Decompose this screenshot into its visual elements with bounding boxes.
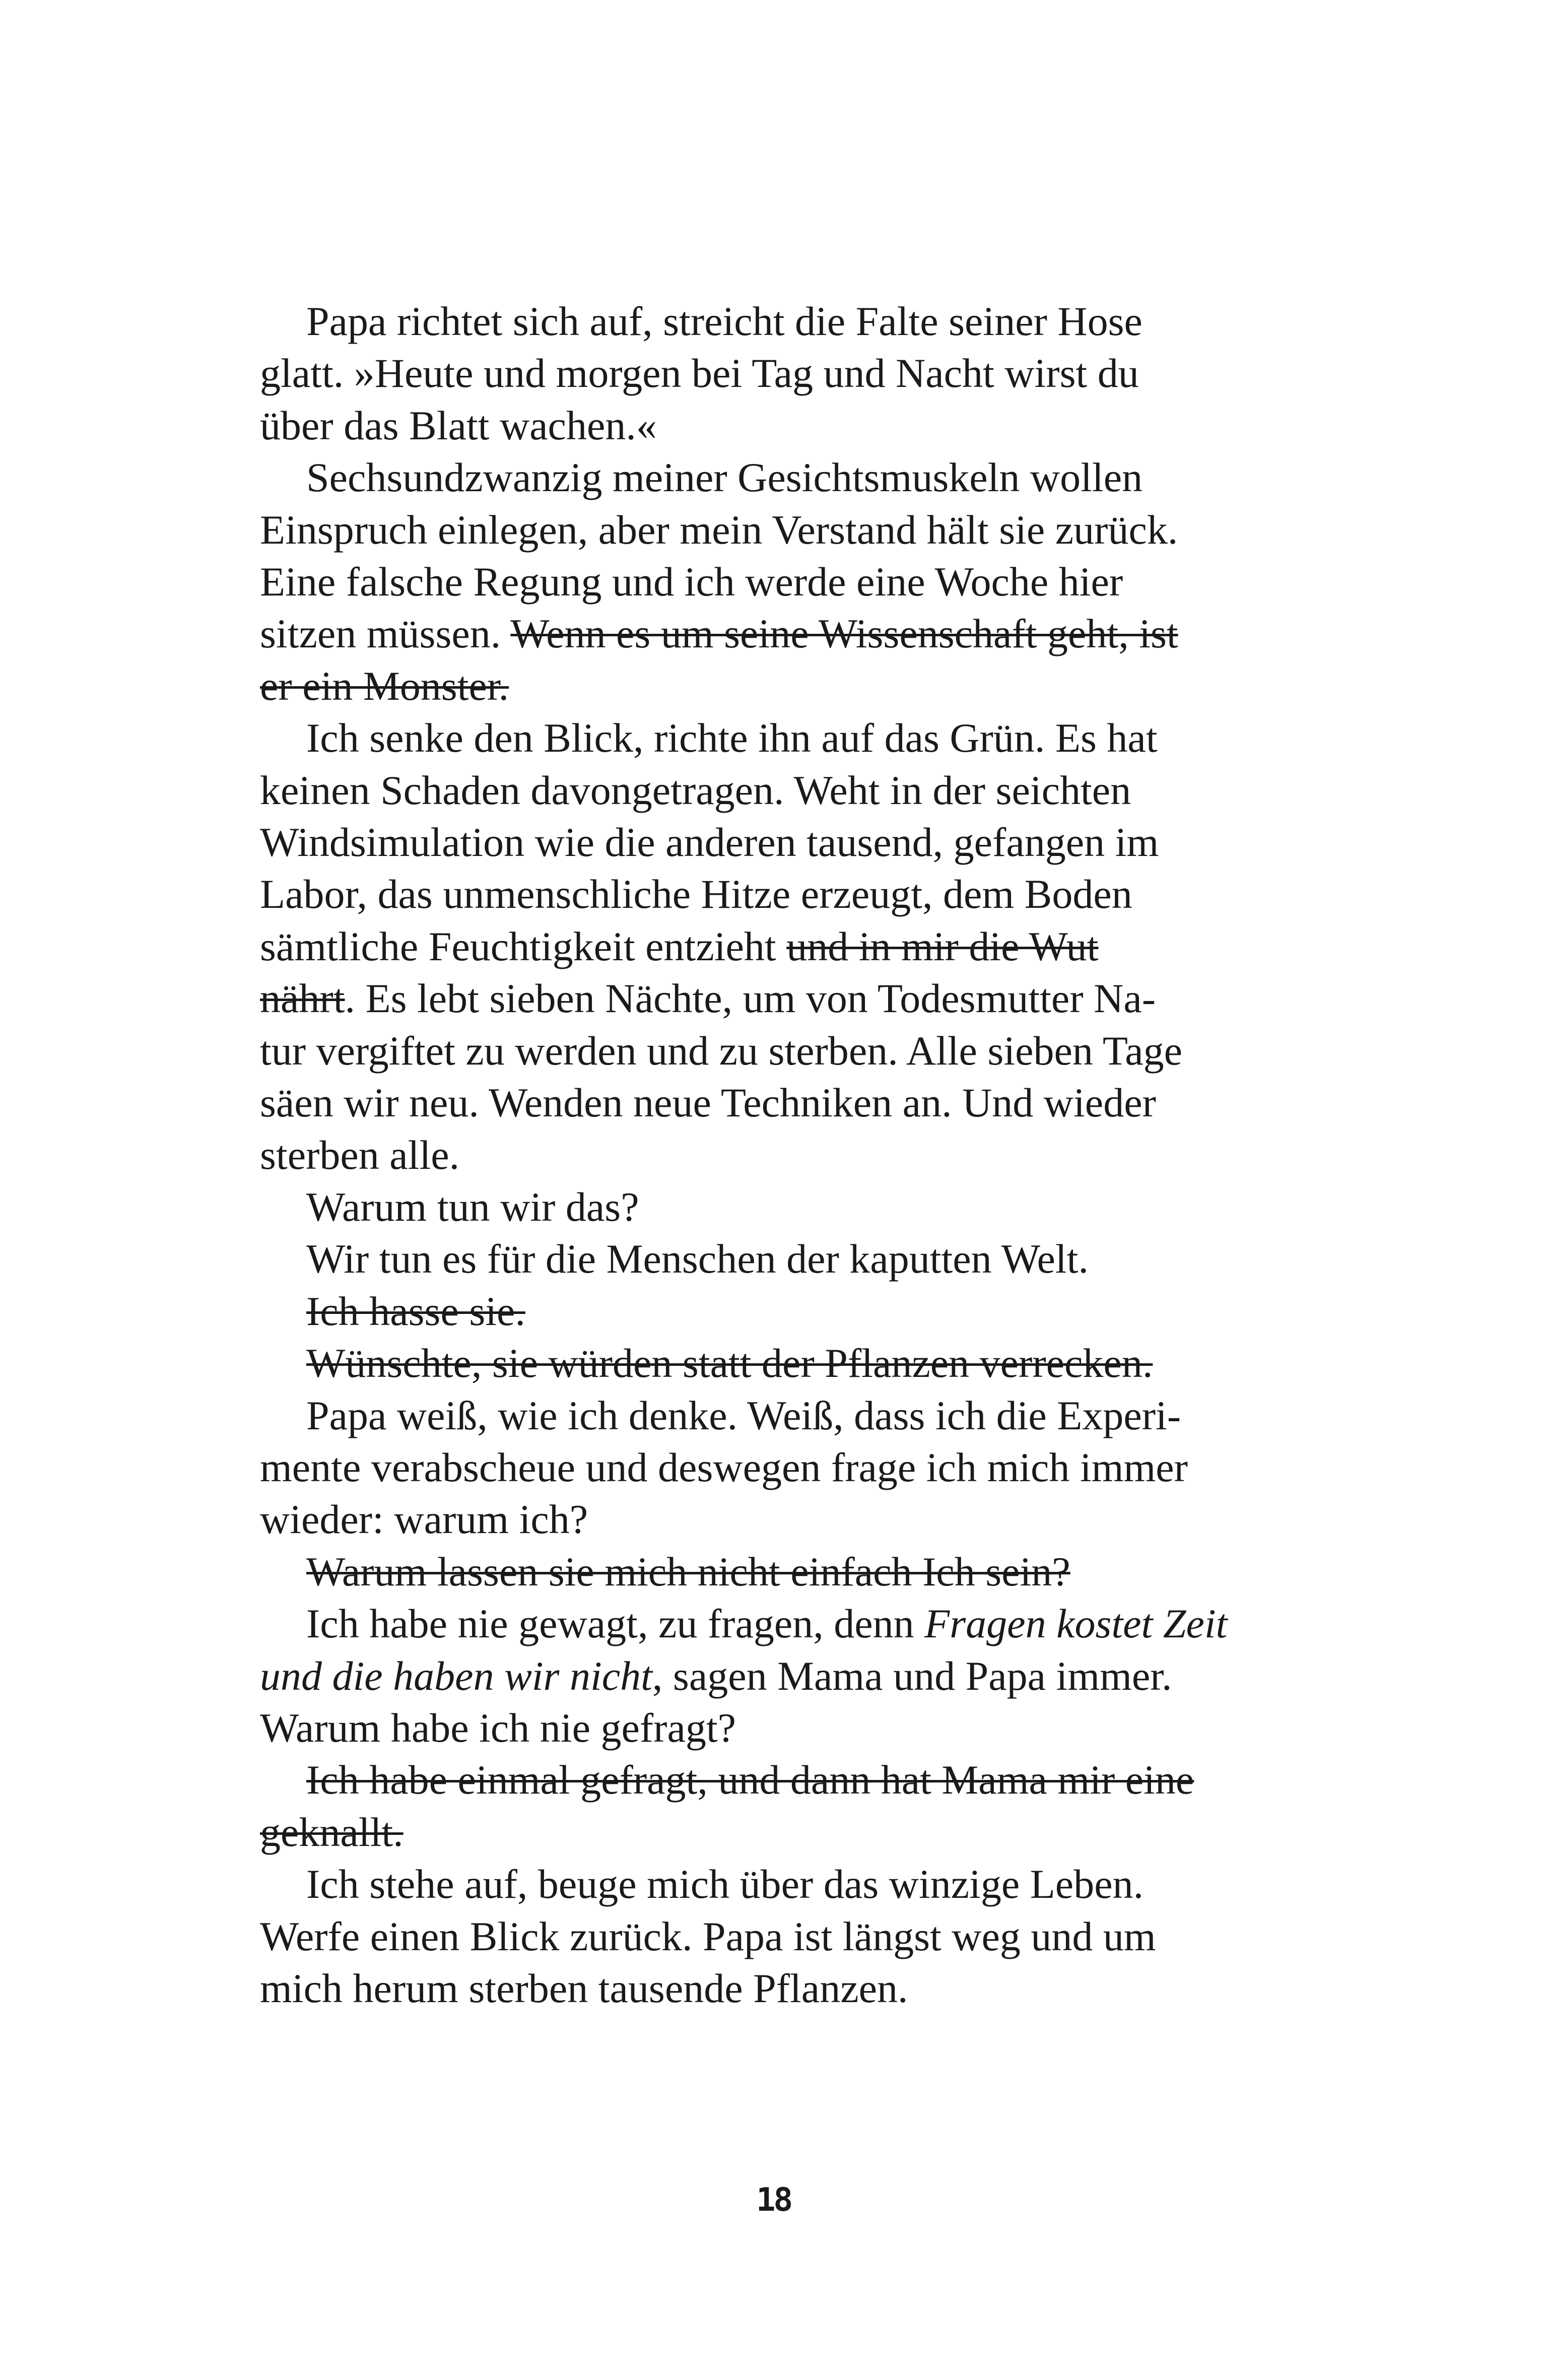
struck-paragraph	[260, 1285, 1311, 1337]
struck-text: Wünschte, sie würden statt der Pflanzen verrecken.	[306, 1340, 1153, 1386]
text-line: Wir tun es für die Menschen der kaputten Welt.	[306, 1236, 1089, 1282]
text-line	[260, 920, 1311, 972]
italic-text: Fragen kostet Zeit	[924, 1601, 1228, 1647]
text-line: Ich stehe auf, beuge mich über das winzige Leben.	[306, 1861, 1144, 1907]
page-number: 18	[756, 2181, 791, 2219]
paragraph	[260, 712, 1311, 1181]
paragraph	[260, 451, 1311, 712]
text-line: Warum habe ich nie gefragt?	[260, 1704, 736, 1751]
text-line: wieder: warum ich?	[260, 1496, 588, 1543]
struck-paragraph	[260, 1337, 1311, 1389]
text-line: Labor, das unmenschliche Hitze erzeugt, dem Boden	[260, 871, 1132, 917]
text-line: Eine falsche Regung und ich werde eine Woche hier	[260, 559, 1123, 605]
struck-text: nährt	[260, 975, 345, 1022]
text-line: sterben alle.	[260, 1132, 460, 1178]
text-line: Papa richtet sich auf, streicht die Falte seiner Hose	[306, 298, 1142, 344]
text-line: tur vergiftet zu werden und zu sterben. Alle sieben Tage	[260, 1027, 1183, 1074]
paragraph	[260, 1858, 1311, 2014]
struck-text: er ein Monster.	[260, 663, 509, 709]
struck-text: geknallt.	[260, 1809, 403, 1855]
text-line: Werfe einen Blick zurück. Papa ist längst weg und um	[260, 1913, 1156, 1959]
text-segment: sitzen müssen.	[260, 611, 511, 657]
paragraph	[260, 295, 1311, 451]
text-line: Papa weiß, wie ich denke. Weiß, dass ich die Experi-	[306, 1392, 1181, 1438]
struck-text: und in mir die Wut	[786, 923, 1099, 969]
body-text	[260, 295, 1311, 2014]
text-line	[260, 1598, 1311, 1649]
text-line: Einspruch einlegen, aber mein Verstand hält sie zurück.	[260, 506, 1178, 553]
text-line	[260, 972, 1311, 1024]
text-line: säen wir neu. Wenden neue Techniken an. Und wieder	[260, 1080, 1156, 1126]
paragraph	[260, 1233, 1311, 1285]
text-line	[260, 1650, 1311, 1702]
text-line: Warum tun wir das?	[306, 1183, 639, 1230]
struck-paragraph	[260, 1546, 1311, 1598]
struck-text: Ich habe einmal gefragt, und dann hat Mama mir eine	[306, 1757, 1194, 1803]
text-segment: . Es lebt sieben Nächte, um von Todesmutter Na-	[345, 975, 1156, 1022]
text-line: keinen Schaden davongetragen. Weht in der seichten	[260, 767, 1131, 813]
struck-text: Ich hasse sie.	[306, 1288, 525, 1334]
text-line: Ich senke den Blick, richte ihn auf das Grün. Es hat	[306, 715, 1158, 761]
text-line: mich herum sterben tausende Pflanzen.	[260, 1965, 908, 2011]
struck-text: Warum lassen sie mich nicht einfach Ich sein?	[306, 1548, 1070, 1595]
text-segment: sämtliche Feuchtigkeit entzieht	[260, 923, 787, 969]
text-line: mente verabscheue und deswegen frage ich mich immer	[260, 1444, 1188, 1490]
paragraph	[260, 1181, 1311, 1233]
italic-text: und die haben wir nicht	[260, 1652, 652, 1699]
text-line: glatt. »Heute und morgen bei Tag und Nacht wirst du	[260, 350, 1139, 396]
text-line: Sechsundzwanzig meiner Gesichtsmuskeln wollen	[306, 454, 1143, 501]
text-segment: , sagen Mama und Papa immer.	[652, 1652, 1172, 1699]
paragraph	[260, 1390, 1311, 1546]
text-line	[260, 608, 1311, 659]
text-segment: Ich habe nie gewagt, zu fragen, denn	[306, 1601, 925, 1647]
struck-text: Wenn es um seine Wissenschaft geht, ist	[510, 611, 1178, 657]
paragraph	[260, 1598, 1311, 1754]
struck-paragraph	[260, 1754, 1311, 1858]
text-line: über das Blatt wachen.«	[260, 402, 657, 448]
text-line: Windsimulation wie die anderen tausend, gefangen im	[260, 819, 1159, 866]
